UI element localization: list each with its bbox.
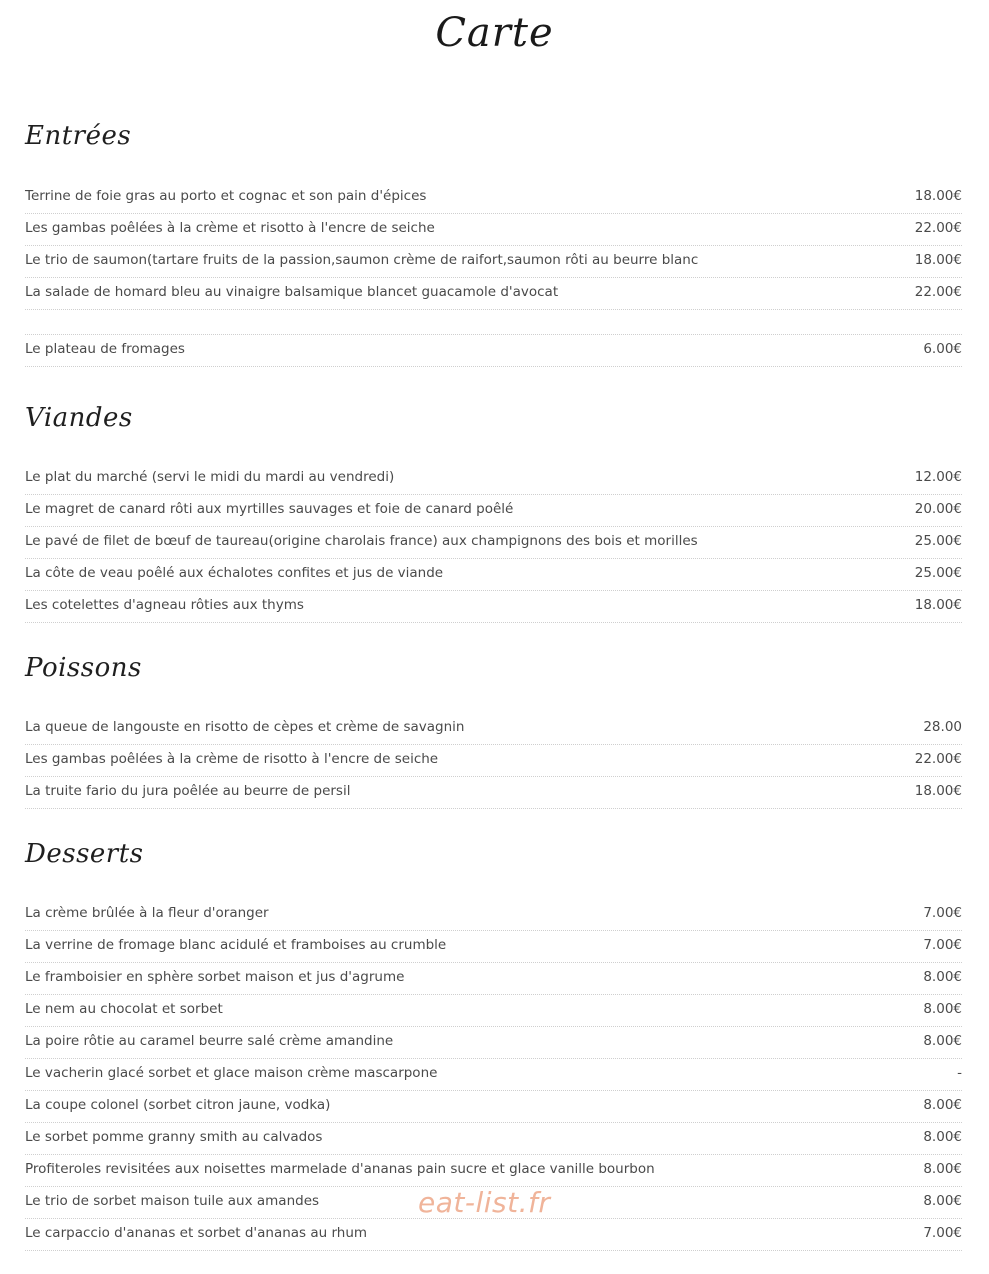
item-price: 7.00€	[923, 937, 962, 953]
item-price: 8.00€	[923, 1129, 962, 1145]
item-price: 7.00€	[923, 905, 962, 921]
menu-item	[25, 931, 962, 963]
item-price: 18.00€	[914, 188, 962, 204]
item-price: 8.00€	[923, 1097, 962, 1113]
item-name: Le nem au chocolat et sorbet	[25, 1001, 223, 1017]
item-price: 12.00€	[914, 469, 962, 485]
item-name: La crème brûlée à la fleur d'oranger	[25, 905, 269, 921]
menu-item	[25, 246, 962, 278]
menu-item	[25, 559, 962, 591]
item-price: 25.00€	[914, 565, 962, 581]
item-price: 28.00	[923, 719, 962, 735]
item-price: 22.00€	[914, 220, 962, 236]
menu-list-entrees	[25, 182, 962, 310]
menu-item	[25, 591, 962, 623]
item-price: 18.00€	[914, 597, 962, 613]
section-title-desserts: Desserts	[25, 839, 144, 869]
item-name: La côte de veau poêlé aux échalotes confites et jus de viande	[25, 565, 444, 581]
menu-item	[25, 334, 962, 367]
item-name: Les cotelettes d'agneau rôties aux thyms	[25, 597, 304, 613]
section-title-poissons: Poissons	[25, 653, 142, 683]
menu-item	[25, 495, 962, 527]
item-name: La poire rôtie au caramel beurre salé crème amandine	[25, 1033, 394, 1049]
menu-item	[25, 463, 962, 495]
item-name: La truite fario du jura poêlée au beurre de persil	[25, 783, 351, 799]
item-name: Profiteroles revisitées aux noisettes marmelade d'ananas pain sucre et glace vanille bourbon	[25, 1161, 655, 1177]
item-name: Le vacherin glacé sorbet et glace maison crème mascarpone	[25, 1065, 438, 1081]
item-name: Le trio de saumon(tartare fruits de la passion,saumon crème de raifort,saumon rôti au beurre blanc	[25, 252, 699, 268]
item-name: Le plateau de fromages	[25, 341, 185, 357]
menu-item	[25, 777, 962, 809]
item-price: 25.00€	[914, 533, 962, 549]
menu-item	[25, 1219, 962, 1251]
item-price: 22.00€	[914, 751, 962, 767]
item-price: 18.00€	[914, 783, 962, 799]
menu-item	[25, 995, 962, 1027]
item-price: 7.00€	[923, 1225, 962, 1241]
item-price: 8.00€	[923, 969, 962, 985]
menu-item	[25, 713, 962, 745]
item-name: Les gambas poêlées à la crème et risotto à l'encre de seiche	[25, 220, 435, 236]
item-price: 20.00€	[914, 501, 962, 517]
menu-item	[25, 1027, 962, 1059]
menu-item	[25, 278, 962, 310]
section-title-entrees: Entrées	[25, 121, 132, 151]
watermark: eat-list.fr	[418, 1186, 551, 1219]
section-title-viandes: Viandes	[25, 403, 133, 433]
menu-item	[25, 1123, 962, 1155]
section-poissons	[25, 652, 962, 799]
menu-item	[25, 527, 962, 559]
item-name: Le trio de sorbet maison tuile aux amandes	[25, 1193, 320, 1209]
item-price: 8.00€	[923, 1193, 962, 1209]
item-name: Le framboisier en sphère sorbet maison et jus d'agrume	[25, 969, 405, 985]
item-price: 22.00€	[914, 284, 962, 300]
item-name: Terrine de foie gras au porto et cognac et son pain d'épices	[25, 188, 427, 204]
menu-list-viandes	[25, 463, 962, 623]
item-name: La verrine de fromage blanc acidulé et framboises au crumble	[25, 937, 447, 953]
item-price: 8.00€	[923, 1033, 962, 1049]
item-name: La queue de langouste en risotto de cèpes et crème de savagnin	[25, 719, 465, 735]
item-price: 18.00€	[914, 252, 962, 268]
page-title: Carte	[435, 10, 554, 56]
menu-list-cheese	[25, 334, 962, 367]
item-name: La coupe colonel (sorbet citron jaune, vodka)	[25, 1097, 331, 1113]
item-name: Le pavé de filet de bœuf de taureau(origine charolais france) aux champignons des bois et morilles	[25, 533, 698, 549]
menu-item	[25, 214, 962, 246]
section-entrees	[25, 120, 962, 357]
menu-item	[25, 899, 962, 931]
menu-list-poissons	[25, 713, 962, 809]
menu-item	[25, 745, 962, 777]
section-viandes	[25, 402, 962, 613]
item-price: -	[957, 1065, 962, 1081]
menu-item	[25, 1059, 962, 1091]
item-name: Le carpaccio d'ananas et sorbet d'ananas au rhum	[25, 1225, 368, 1241]
item-name: Le magret de canard rôti aux myrtilles sauvages et foie de canard poêlé	[25, 501, 514, 517]
item-name: Les gambas poêlées à la crème de risotto à l'encre de seiche	[25, 751, 439, 767]
item-price: 6.00€	[923, 341, 962, 357]
item-name: Le sorbet pomme granny smith au calvados	[25, 1129, 323, 1145]
item-price: 8.00€	[923, 1001, 962, 1017]
menu-item	[25, 963, 962, 995]
item-price: 8.00€	[923, 1161, 962, 1177]
menu-item	[25, 1155, 962, 1187]
item-name: Le plat du marché (servi le midi du mardi au vendredi)	[25, 469, 395, 485]
menu-item	[25, 1091, 962, 1123]
menu-item	[25, 182, 962, 214]
item-name: La salade de homard bleu au vinaigre balsamique blancet guacamole d'avocat	[25, 284, 559, 300]
